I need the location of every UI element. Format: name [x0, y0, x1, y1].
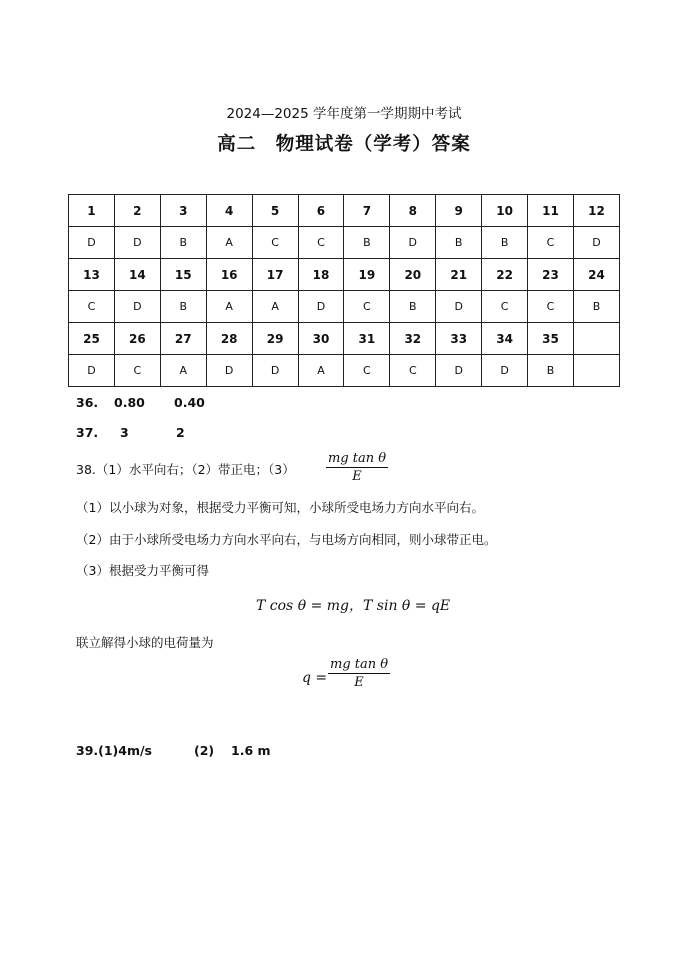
- q36-answer-2: 0.40: [174, 395, 205, 410]
- question-number-cell: [573, 323, 619, 355]
- answer-cell: D: [436, 355, 482, 387]
- answer-cell: C: [390, 355, 436, 387]
- exam-title: 2024—2025 学年度第一学期期中考试: [226, 106, 462, 122]
- answer-cell: D: [436, 291, 482, 323]
- answer-cell: D: [114, 291, 160, 323]
- answer-cell: C: [252, 227, 298, 259]
- question-number-row: [69, 323, 620, 355]
- answer-cell: D: [206, 355, 252, 387]
- question-number-cell: 12: [573, 195, 619, 227]
- answer-cell: C: [528, 227, 574, 259]
- question-number-cell: 16: [206, 259, 252, 291]
- q38-conclusion: 联立解得小球的电荷量为: [76, 635, 214, 650]
- question-number-cell: 30: [298, 323, 344, 355]
- question-number-cell: 27: [160, 323, 206, 355]
- answer-cell: C: [528, 291, 574, 323]
- question-number-cell: 4: [206, 195, 252, 227]
- q37-answer-1: 3: [120, 425, 129, 440]
- question-number-cell: 14: [114, 259, 160, 291]
- answer-cell: B: [528, 355, 574, 387]
- question-number-cell: 32: [390, 323, 436, 355]
- answer-sheet-title: 高二 物理试卷（学考）答案: [217, 134, 471, 155]
- q39-part-2-answer: 1.6 m: [231, 743, 271, 758]
- answer-cell: D: [390, 227, 436, 259]
- question-number-cell: 21: [436, 259, 482, 291]
- question-number-cell: 23: [528, 259, 574, 291]
- question-number-cell: 3: [160, 195, 206, 227]
- answer-cell: C: [482, 291, 528, 323]
- answer-cell: D: [573, 227, 619, 259]
- question-number-cell: 13: [69, 259, 115, 291]
- answer-cell: B: [344, 227, 390, 259]
- question-number-cell: 26: [114, 323, 160, 355]
- q37-answer-2: 2: [176, 425, 185, 440]
- answer-cell: B: [160, 227, 206, 259]
- answer-table: [68, 194, 620, 387]
- answer-cell: B: [482, 227, 528, 259]
- answer-letter-row: [69, 291, 620, 323]
- q36-answer-1: 0.80: [114, 395, 145, 410]
- question-number-cell: 1: [69, 195, 115, 227]
- answer-cell: C: [344, 291, 390, 323]
- q38-equation-2-lhs: q =: [302, 670, 328, 686]
- answer-cell: A: [252, 291, 298, 323]
- question-number-cell: 9: [436, 195, 482, 227]
- q37-number: 37.: [76, 425, 99, 440]
- question-number-row: [69, 195, 620, 227]
- question-number-cell: 2: [114, 195, 160, 227]
- question-number-cell: 24: [573, 259, 619, 291]
- q38-summary: 38.（1）水平向右；（2）带正电；（3）: [76, 462, 295, 477]
- answer-cell: C: [344, 355, 390, 387]
- answer-cell: C: [69, 291, 115, 323]
- question-number-cell: 34: [482, 323, 528, 355]
- question-number-cell: 15: [160, 259, 206, 291]
- q38-equation-1: T cos θ = mg，T sin θ = qE: [256, 598, 451, 614]
- answer-letter-row: [69, 227, 620, 259]
- q38-equation-2-fraction: [328, 657, 390, 690]
- answer-cell: C: [114, 355, 160, 387]
- question-number-cell: 5: [252, 195, 298, 227]
- question-number-cell: 35: [528, 323, 574, 355]
- answer-cell: B: [573, 291, 619, 323]
- question-number-cell: 11: [528, 195, 574, 227]
- answer-cell: D: [114, 227, 160, 259]
- q38-eq2-numerator: mg tan θ: [330, 657, 389, 672]
- question-number-cell: 7: [344, 195, 390, 227]
- answer-cell: B: [160, 291, 206, 323]
- answer-cell: A: [206, 227, 252, 259]
- question-number-cell: 25: [69, 323, 115, 355]
- answer-cell: B: [436, 227, 482, 259]
- answer-cell: D: [482, 355, 528, 387]
- q39-part-2-label: (2): [194, 743, 215, 758]
- answer-cell: D: [69, 355, 115, 387]
- question-number-cell: 19: [344, 259, 390, 291]
- answer-cell: C: [298, 227, 344, 259]
- answer-cell: D: [298, 291, 344, 323]
- q38-explanation-1: （1）以小球为对象，根据受力平衡可知，小球所受电场力方向水平向右。: [76, 500, 484, 515]
- answer-cell: D: [69, 227, 115, 259]
- question-number-cell: 31: [344, 323, 390, 355]
- q36-number: 36.: [76, 395, 99, 410]
- q38-explanation-3: （3）根据受力平衡可得: [76, 563, 209, 578]
- question-number-cell: 6: [298, 195, 344, 227]
- question-number-cell: 18: [298, 259, 344, 291]
- question-number-cell: 8: [390, 195, 436, 227]
- q39-part-1: 39.(1)4m/s: [76, 743, 152, 758]
- question-number-cell: 10: [482, 195, 528, 227]
- question-number-cell: 28: [206, 323, 252, 355]
- q38-fraction: [326, 451, 388, 484]
- question-number-cell: 29: [252, 323, 298, 355]
- question-number-cell: 17: [252, 259, 298, 291]
- q38-explanation-2: （2）由于小球所受电场力方向水平向右，与电场方向相同，则小球带正电。: [76, 532, 497, 547]
- question-number-cell: 20: [390, 259, 436, 291]
- question-number-cell: 33: [436, 323, 482, 355]
- answer-cell: A: [206, 291, 252, 323]
- question-number-row: [69, 259, 620, 291]
- answer-cell: D: [252, 355, 298, 387]
- q38-fraction-denominator: E: [352, 469, 362, 484]
- answer-cell: [573, 355, 619, 387]
- q38-fraction-numerator: mg tan θ: [328, 451, 387, 466]
- answer-letter-row: [69, 355, 620, 387]
- q38-eq2-denominator: E: [354, 675, 364, 690]
- question-number-cell: 22: [482, 259, 528, 291]
- answer-cell: A: [298, 355, 344, 387]
- answer-cell: A: [160, 355, 206, 387]
- answer-cell: B: [390, 291, 436, 323]
